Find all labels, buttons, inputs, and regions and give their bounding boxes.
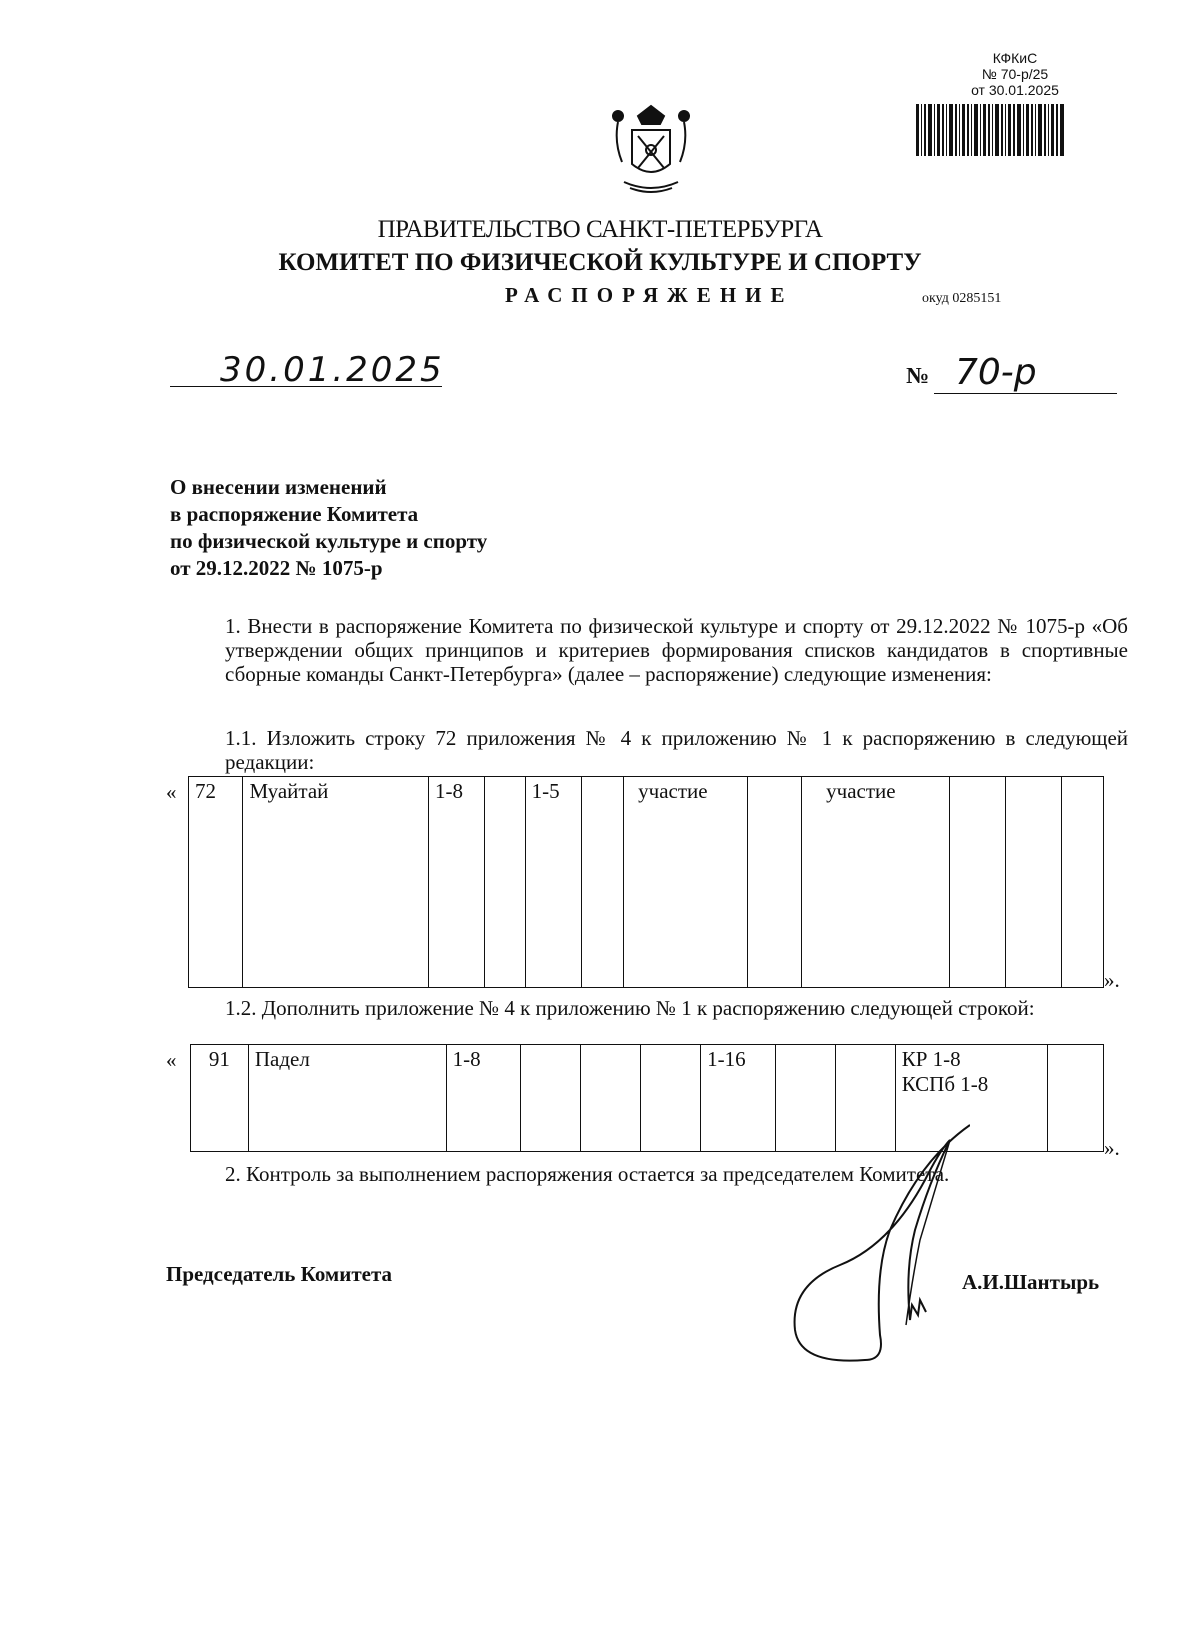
table-1-cell bbox=[485, 777, 525, 988]
table-1-cell bbox=[748, 777, 802, 988]
stamp-line-2: № 70-р/25 bbox=[981, 66, 1049, 82]
table-1-cell: Муайтай bbox=[243, 777, 429, 988]
table-2-cell bbox=[1048, 1045, 1104, 1152]
table-1-open-quote: « bbox=[166, 780, 177, 804]
table-2-open-quote: « bbox=[166, 1048, 177, 1072]
table-2-cell bbox=[521, 1045, 581, 1152]
document-type: РАСПОРЯЖЕНИЕ bbox=[505, 283, 794, 307]
table-2-cell: 91 bbox=[191, 1045, 249, 1152]
table-2-cell-line: КСПб 1-8 bbox=[901, 1072, 989, 1096]
stamp-line-1: КФКиС bbox=[992, 50, 1038, 66]
table-2-cell-line: КР 1-8 bbox=[901, 1047, 961, 1071]
government-heading: ПРАВИТЕЛЬСТВО САНКТ-ПЕТЕРБУРГА bbox=[377, 216, 823, 243]
title-line-3: по физической культуре и спорту bbox=[170, 529, 488, 553]
barcode-icon bbox=[916, 104, 1066, 156]
stamp-line-3: от 30.01.2025 bbox=[971, 82, 1059, 98]
table-row bbox=[189, 777, 1104, 988]
title-line-1: О внесении изменений bbox=[170, 475, 387, 499]
paragraph-1 bbox=[170, 614, 1128, 686]
title-line-2: в распоряжение Комитета bbox=[170, 502, 419, 526]
table-1-cell bbox=[581, 777, 623, 988]
table-2-cell: Падел bbox=[248, 1045, 446, 1152]
paragraph-2 bbox=[170, 1162, 1128, 1186]
handwritten-number: 70-р bbox=[955, 352, 1037, 393]
paragraph-1-2-text: 1.2. Дополнить приложение № 4 к приложению № 1 к распоряжению следующей строкой: bbox=[225, 996, 1035, 1020]
registration-stamp bbox=[960, 50, 1070, 98]
coat-of-arms-icon bbox=[610, 102, 692, 198]
paragraph-1-1-text: 1.1. Изложить строку 72 приложения № 4 к приложению № 1 к распоряжению в следующей редакции: bbox=[225, 726, 1128, 774]
table-1-cell: участие bbox=[624, 777, 748, 988]
paragraph-1-text: 1. Внести в распоряжение Комитета по физической культуре и спорту от 29.12.2022 № 1075-р «Об утверждении общих принципов и критериев формирования списков кандидатов в спортивные сборные команды Санкт-Петербурга» (далее – распоряжение) следующие изменения: bbox=[225, 614, 1128, 686]
handwritten-date: 30.01.2025 bbox=[220, 350, 445, 390]
signatory-position: Председатель Комитета bbox=[166, 1262, 393, 1286]
document-title bbox=[170, 474, 487, 582]
table-1 bbox=[188, 776, 1104, 988]
paragraph-1-2 bbox=[170, 996, 1128, 1020]
table-1-cell: 1-5 bbox=[525, 777, 581, 988]
okud-code: окуд 0285151 bbox=[922, 291, 1002, 306]
handwritten-signature-icon bbox=[780, 1120, 970, 1375]
table-2-cell: 1-8 bbox=[446, 1045, 521, 1152]
table-1-cell: 1-8 bbox=[429, 777, 485, 988]
date-underline bbox=[170, 386, 442, 387]
table-1-cell bbox=[1005, 777, 1061, 988]
number-underline bbox=[934, 393, 1117, 394]
table-1-cell bbox=[1061, 777, 1103, 988]
table-2-cell bbox=[581, 1045, 641, 1152]
table-2-close-quote: ». bbox=[1104, 1136, 1120, 1160]
title-line-4: от 29.12.2022 № 1075-р bbox=[170, 556, 383, 580]
table-1-cell: 72 bbox=[189, 777, 243, 988]
paragraph-1-1 bbox=[170, 726, 1128, 774]
table-1-close-quote: ». bbox=[1104, 968, 1120, 992]
committee-heading: КОМИТЕТ ПО ФИЗИЧЕСКОЙ КУЛЬТУРЕ И СПОРТУ bbox=[278, 249, 922, 276]
paragraph-2-text: 2. Контроль за выполнением распоряжения остается за председателем Комитета. bbox=[225, 1162, 950, 1186]
number-label: № bbox=[906, 363, 930, 388]
table-2-cell: 1-16 bbox=[701, 1045, 776, 1152]
signatory-name: А.И.Шантырь bbox=[962, 1270, 1100, 1294]
table-1-cell: участие bbox=[802, 777, 950, 988]
table-2-cell bbox=[641, 1045, 701, 1152]
table-1-cell bbox=[949, 777, 1005, 988]
